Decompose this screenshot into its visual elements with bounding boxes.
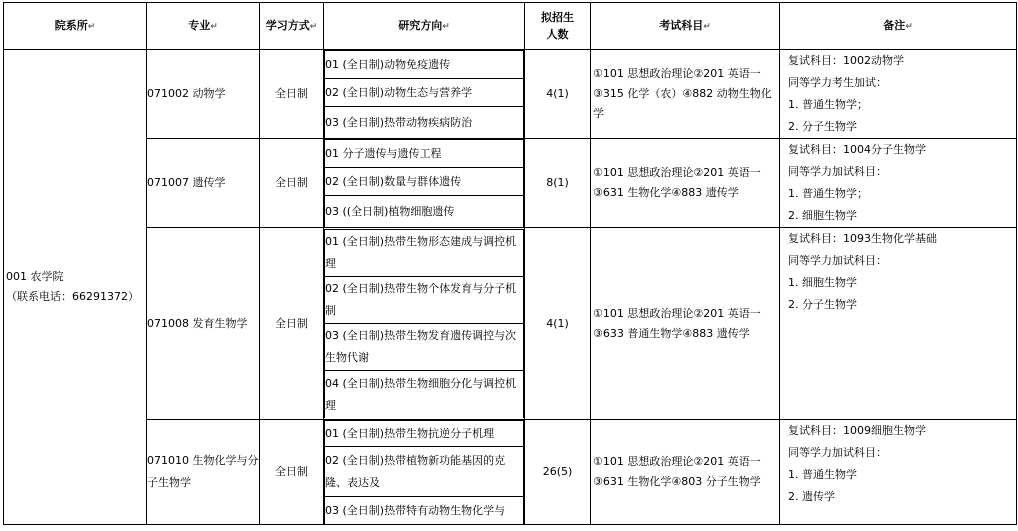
direction-item: 01 (全日制)动物免疫遗传 [325,51,524,79]
note-cell [780,139,1017,228]
header-exam: 考试科目↵ [591,3,780,50]
direction-item: 02 (全日制)热带植物新功能基因的克隆、表达及 [325,447,524,497]
table-row [4,50,1017,139]
header-mode: 学习方式↵ [260,3,324,50]
exam-subjects: ①101 思想政治理论②201 英语一③631 生物化学④803 分子生物学 [591,420,780,525]
direction-list [324,228,525,420]
plan-count: 4(1) [525,228,591,420]
note-cell [780,420,1017,525]
note-line: 2. 细胞生物学 [788,209,857,222]
table-row [4,420,1017,525]
major-name: 071010 生物化学与分子生物学 [147,420,260,525]
admission-table [3,2,1017,525]
department-name: 001 农学院 [6,270,64,283]
note-line: 2. 遗传学 [788,490,835,503]
direction-list [324,50,525,139]
direction-item: 01 分子遗传与遗传工程 [325,140,524,168]
note-line: 复试科目：1093生物化学基础 [788,232,937,245]
note-line: 同等学力加试科目： [788,165,887,178]
direction-item: 03 (全日制)热带特有动物生物化学与 [325,497,524,524]
exam-subjects: ①101 思想政治理论②201 英语一③633 普通生物学④883 遗传学 [591,228,780,420]
header-row [4,3,1017,50]
header-plan: 拟招生 人数 [525,3,591,50]
study-mode: 全日制 [260,139,324,228]
direction-item: 04 (全日制)热带生物细胞分化与调控机理 [325,371,524,418]
major-name: 071008 发育生物学 [147,228,260,420]
note-cell [780,228,1017,420]
study-mode: 全日制 [260,228,324,420]
note-line: 1. 普通生物学 [788,468,857,481]
note-line: 同等学力加试科目： [788,254,887,267]
note-line: 2. 分子生物学 [788,120,857,133]
major-name: 071007 遗传学 [147,139,260,228]
note-line: 同等学力加试科目： [788,446,887,459]
department-contact: （联系电话：66291372） [6,290,139,303]
note-line: 复试科目：1004分子生物学 [788,143,926,156]
header-note: 备注↵ [780,3,1017,50]
direction-item: 02 (全日制)动物生态与营养学 [325,79,524,107]
study-mode: 全日制 [260,50,324,139]
major-name: 071002 动物学 [147,50,260,139]
plan-count: 4(1) [525,50,591,139]
note-line: 2. 分子生物学 [788,298,857,311]
direction-list [324,420,525,525]
note-line: 1. 细胞生物学 [788,276,857,289]
department-cell [4,50,147,525]
note-line: 1. 普通生物学； [788,187,868,200]
note-cell [780,50,1017,139]
direction-item: 02 (全日制)热带生物个体发育与分子机制 [325,277,524,324]
note-line: 1. 普通生物学； [788,98,868,111]
direction-item: 03 (全日制)热带生物发育遗传调控与次生物代谢 [325,324,524,371]
plan-count: 26(5) [525,420,591,525]
table-row [4,139,1017,228]
note-line: 复试科目：1002动物学 [788,54,904,67]
direction-item: 01 (全日制)热带生物形态建成与调控机理 [325,230,524,277]
exam-subjects: ①101 思想政治理论②201 英语一③631 生物化学④883 遗传学 [591,139,780,228]
direction-item: 01 (全日制)热带生物抗逆分子机理 [325,421,524,447]
note-line: 同等学力考生加试： [788,76,887,89]
direction-item: 02 (全日制)数量与群体遗传 [325,168,524,196]
note-line: 复试科目：1009细胞生物学 [788,424,926,437]
header-dept: 院系所↵ [4,3,147,50]
plan-count: 8(1) [525,139,591,228]
direction-item: 03 ((全日制)植物细胞遗传 [325,196,524,227]
exam-subjects: ①101 思想政治理论②201 英语一③315 化学（农）④882 动物生物化学 [591,50,780,139]
direction-item: 03 (全日制)热带动物疾病防治 [325,107,524,138]
study-mode: 全日制 [260,420,324,525]
header-direction: 研究方向↵ [324,3,525,50]
table-row [4,228,1017,420]
direction-list [324,139,525,228]
header-major: 专业↵ [147,3,260,50]
